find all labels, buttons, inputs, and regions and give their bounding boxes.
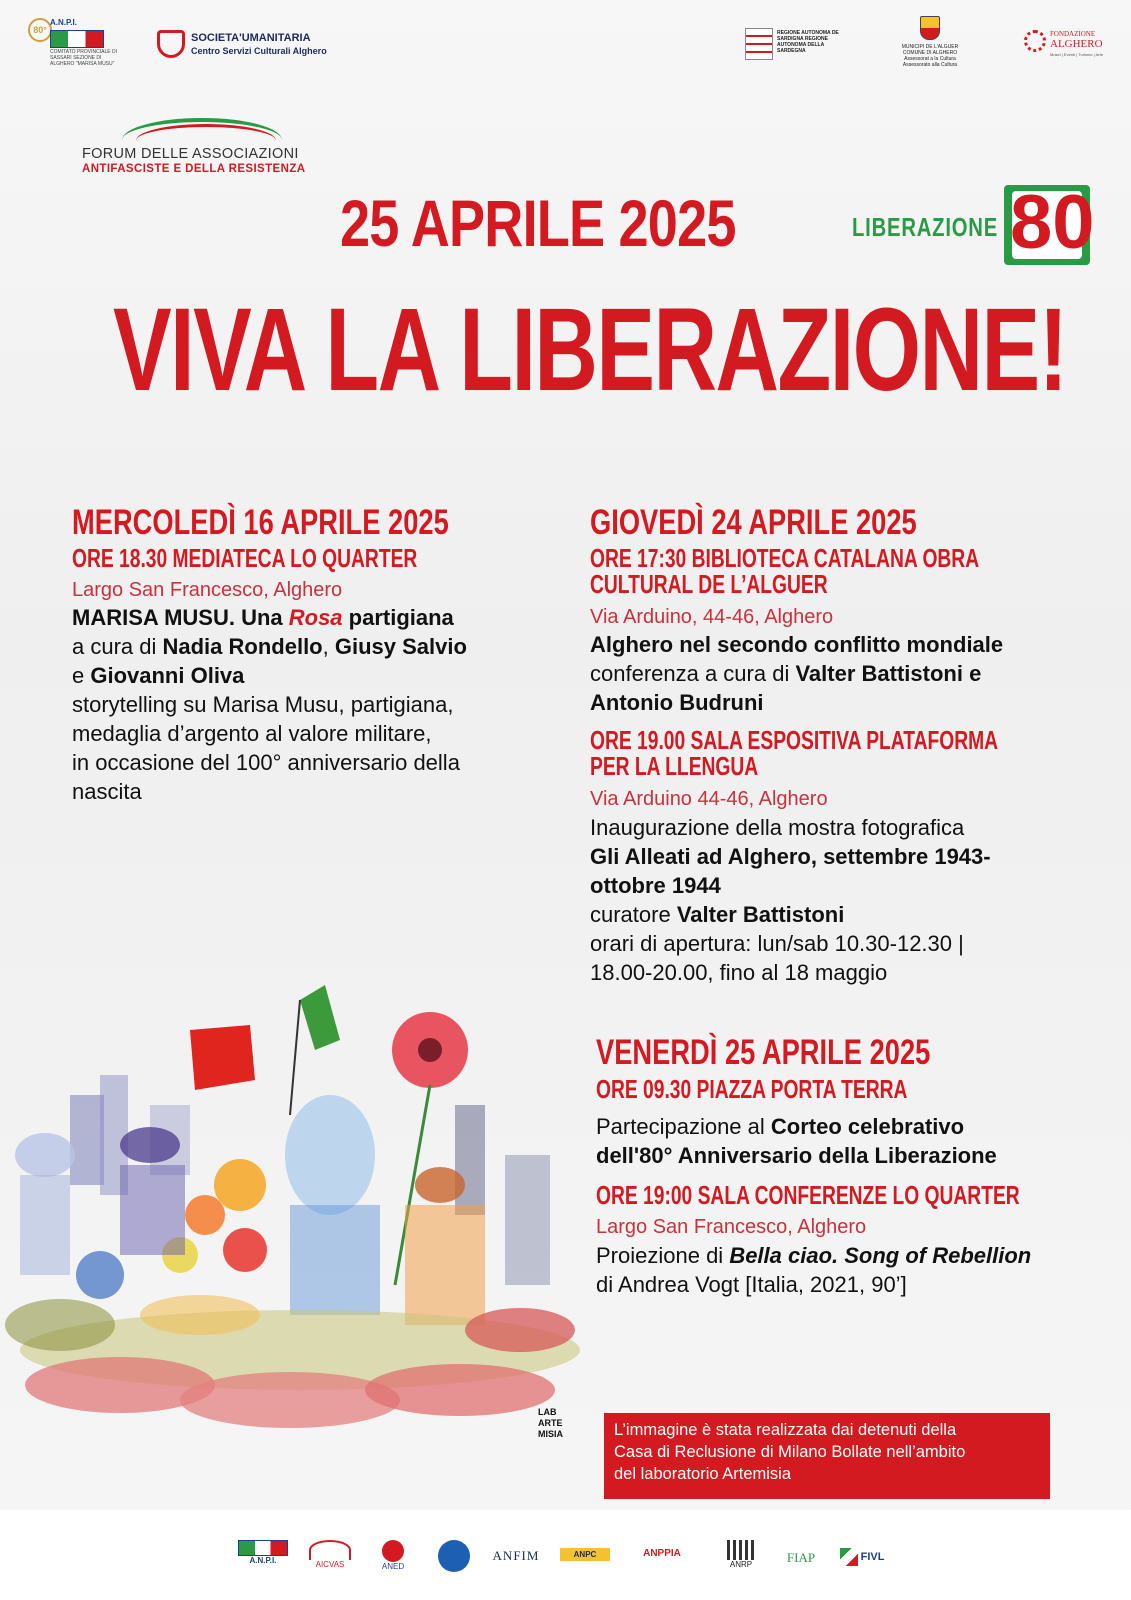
liberazione-80-mark xyxy=(1004,180,1095,265)
forum-line2: ANTIFASCISTE E DELLA RESISTENZA xyxy=(82,163,306,175)
fondazione-mark-icon xyxy=(1024,30,1046,52)
comune-alghero-logo xyxy=(890,16,970,68)
thu-ev1-time-1: ORE 17:30 BIBLIOTECA CATALANA OBRA xyxy=(590,543,980,573)
left-date: MERCOLEDÌ 16 APRILE 2025 xyxy=(72,503,449,542)
thu-ev2-time-1: ORE 19.00 SALA ESPOSITIVA PLATAFORMA xyxy=(590,725,999,755)
bottom-logo-aned: ANED xyxy=(370,1540,416,1574)
liberazione-word: LIBERAZIONE xyxy=(852,212,999,242)
anpi-sub: COMITATO PROVINCIALE DI SASSARI SEZIONE DI ALGHERO "MARISA MUSU" xyxy=(50,49,117,67)
fri-ev2-address: Largo San Francesco, Alghero xyxy=(596,1216,867,1238)
left-address: Largo San Francesco, Alghero xyxy=(72,579,343,601)
art-signature-1: LAB xyxy=(538,1407,557,1417)
fri-ev2-time: ORE 19:00 SALA CONFERENZE LO QUARTER xyxy=(596,1180,1020,1210)
fri-ev2-l1: Proiezione di Bella ciao. Song of Rebellion xyxy=(596,1243,1032,1268)
bottom-logo-aicvas: AICVAS xyxy=(302,1540,358,1574)
thu-ev2-address: Via Arduino 44-46, Alghero xyxy=(590,788,828,810)
bottom-logo-fiap-round xyxy=(438,1540,472,1574)
bottom-logo-anpi: A.N.P.I. xyxy=(238,1540,288,1574)
bottom-logo-anfim: ANFIM xyxy=(492,1548,540,1563)
thu-ev2-l4: curatore Valter Battistoni xyxy=(590,902,845,927)
credit-line3: del laboratorio Artemisia xyxy=(614,1465,792,1483)
fri-ev1-l2: dell'80° Anniversario della Liberazione xyxy=(596,1143,997,1168)
fri-date: VENERDÌ 25 APRILE 2025 xyxy=(596,1033,931,1072)
bottom-logo-anrp: ANRP xyxy=(716,1540,766,1574)
comune-text: MUNICIPI DE L'ALGUER COMUNE DI ALGHERO Assessorat a la Cultura Assessorato alla Cultura xyxy=(901,44,959,68)
bottom-logo-anpc: ANPC xyxy=(560,1540,610,1582)
credit-line1: L’immagine è stata realizzata dai detenuti della xyxy=(614,1421,957,1439)
forum-line1: FORUM DELLE ASSOCIAZIONI xyxy=(82,146,299,162)
left-desc-3: in occasione del 100° anniversario della xyxy=(72,750,460,775)
fri-ev1-l1: Partecipazione al Corteo celebrativo xyxy=(596,1114,965,1139)
left-title: MARISA MUSU. Una Rosa partigiana xyxy=(72,605,454,630)
credit-line2: Casa di Reclusione di Milano Bollate nell’ambito xyxy=(614,1443,966,1461)
fondazione-line3: Musei | Eventi | Turismo | Arte xyxy=(1050,52,1103,57)
thu-ev2-l1: Inaugurazione della mostra fotografica xyxy=(590,815,965,840)
left-time-place: ORE 18.30 MEDIATECA LO QUARTER xyxy=(72,543,418,573)
headline-date: 25 APRILE 2025 xyxy=(340,186,736,260)
thu-ev2-l3: ottobre 1944 xyxy=(590,873,721,898)
societa-line1: SOCIETA'UMANITARIA xyxy=(191,32,311,44)
thu-ev2-l2: Gli Alleati ad Alghero, settembre 1943- xyxy=(590,844,991,869)
thu-ev1-title: Alghero nel secondo conflitto mondiale xyxy=(590,632,1004,657)
alghero-crest-icon xyxy=(920,16,940,40)
thu-ev2-l6: 18.00-20.00, fino al 18 maggio xyxy=(590,960,888,985)
headline-title: VIVA LA LIBERAZIONE! xyxy=(113,284,1067,416)
bottom-logo-fiap: FIAP xyxy=(786,1550,816,1565)
thu-ev1-curators-2: Antonio Budruni xyxy=(590,690,764,715)
watercolor-artwork xyxy=(0,955,590,1475)
fondazione-line2: ALGHERO xyxy=(1050,38,1103,50)
left-desc-4: nascita xyxy=(72,779,142,804)
thu-ev2-time-2: PER LA LLENGUA xyxy=(590,751,759,781)
credit-box xyxy=(604,1413,1050,1499)
thu-ev2-l5: orari di apertura: lun/sab 10.30-12.30 | xyxy=(590,931,964,956)
art-signature-3: MISIA xyxy=(538,1429,564,1439)
liberazione80-logo xyxy=(852,180,1102,265)
societa-mark-icon xyxy=(157,30,185,58)
left-curators: a cura di Nadia Rondello, Giusy Salvio xyxy=(72,634,467,659)
thu-date: GIOVEDÌ 24 APRILE 2025 xyxy=(590,503,917,542)
societa-line2: Centro Servizi Culturali Alghero xyxy=(191,46,327,56)
left-curators-2: e Giovanni Oliva xyxy=(72,663,245,688)
bottom-logos-bar xyxy=(0,1510,1131,1600)
fri-ev1-time: ORE 09.30 PIAZZA PORTA TERRA xyxy=(596,1074,908,1104)
thu-ev1-curators: conferenza a cura di Valter Battistoni e xyxy=(590,661,982,686)
fondazione-line1: FONDAZIONE xyxy=(1050,30,1096,38)
bottom-logo-fivl: FIVL xyxy=(836,1540,888,1582)
thu-ev1-time-2: CULTURAL DE L’ALGUER xyxy=(590,569,828,599)
left-desc-1: storytelling su Marisa Musu, partigiana, xyxy=(72,692,454,717)
art-signature-2: ARTE xyxy=(538,1418,563,1428)
anpi-name: A.N.P.I. xyxy=(50,18,77,27)
anpi-logo xyxy=(28,18,117,67)
fri-ev2-l2: di Andrea Vogt [Italia, 2021, 90’] xyxy=(596,1272,907,1297)
anpi-badge: 80° xyxy=(28,18,52,42)
bottom-logo-anppia: ANPPIA xyxy=(643,1548,681,1559)
regione-text: REGIONE AUTONOMA DE SARDIGNA REGIONE AUTONOMA DELLA SARDEGNA xyxy=(777,30,839,54)
left-desc-2: medaglia d’argento al valore militare, xyxy=(72,721,432,746)
regione-shield-icon xyxy=(745,28,773,60)
italian-flag-icon xyxy=(50,30,104,48)
thu-ev1-address: Via Arduino, 44-46, Alghero xyxy=(590,606,834,628)
liberazione-number: 80 xyxy=(1010,180,1095,265)
